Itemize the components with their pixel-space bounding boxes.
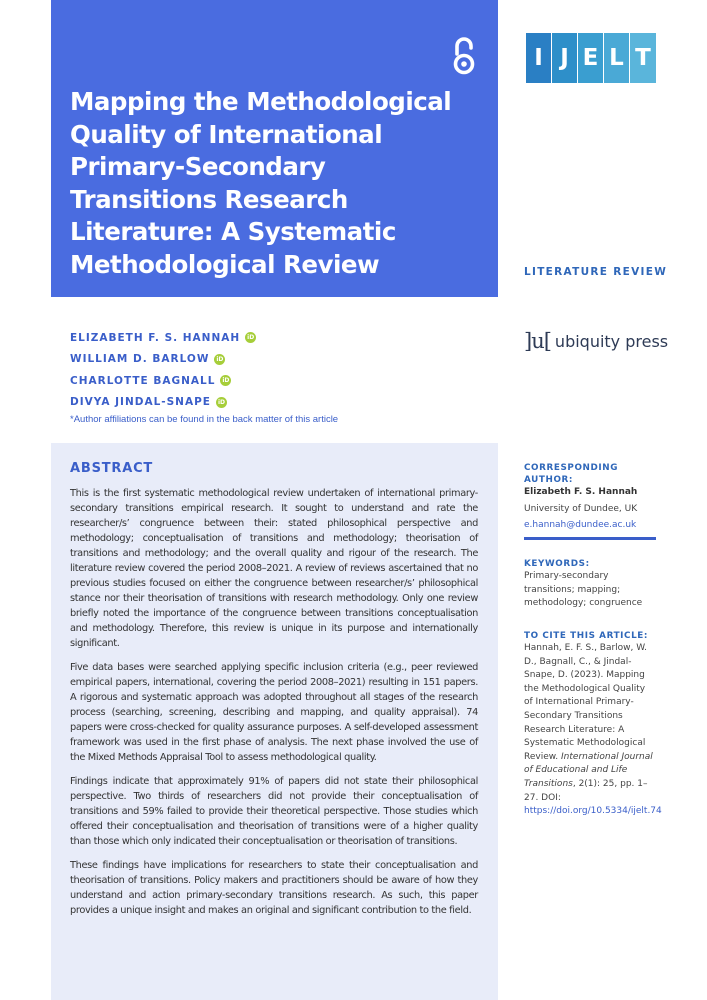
author-item bbox=[70, 327, 256, 349]
citation-text bbox=[524, 642, 662, 819]
author-name[interactable]: ELIZABETH F. S. HANNAH bbox=[70, 331, 241, 344]
orcid-icon[interactable]: iD bbox=[217, 398, 225, 406]
author-name[interactable]: WILLIAM D. BARLOW bbox=[70, 353, 210, 366]
title-banner bbox=[51, 0, 498, 297]
publisher-name: ubiquity press bbox=[554, 331, 669, 351]
logo-letter: E bbox=[578, 33, 604, 83]
author-name[interactable]: CHARLOTTE BAGNALL bbox=[70, 374, 216, 387]
article-title bbox=[70, 86, 480, 281]
logo-letter: I bbox=[526, 33, 552, 83]
logo-letter: T bbox=[630, 33, 656, 83]
affiliation-note: *Author affiliations can be found in the back matter of this article bbox=[70, 414, 339, 425]
citation-block bbox=[524, 630, 662, 819]
corresponding-author-name: Elizabeth F. S. Hannah bbox=[524, 487, 638, 497]
corresponding-author-block bbox=[524, 462, 656, 533]
abstract-body bbox=[70, 486, 478, 927]
keywords-block bbox=[524, 558, 656, 611]
title-line: Literature: A Systematic bbox=[70, 217, 396, 246]
citation-details: , 2(1): 25, pp. 1–27. DOI: bbox=[524, 778, 648, 803]
abstract-paragraph: These findings have implications for researchers to state their conceptualisation and theorisation of transitions. Policy makers and practitioners should be aware of how they understand and action primary-secondary transitions research. As such, this paper provides a unique insight and makes an original and significant contribution to the field. bbox=[70, 860, 478, 916]
citation-heading: TO CITE THIS ARTICLE: bbox=[524, 631, 649, 641]
logo-letter: L bbox=[604, 33, 630, 83]
author-item bbox=[70, 370, 256, 392]
citation-reference: Hannah, E. F. S., Barlow, W. D., Bagnall, C., & Jindal-Snape, D. (2023). Mapping the Methodological Quality of International Primary-Secondary Transitions Research Literature: A Systematic Methodological Review. bbox=[524, 643, 647, 762]
publisher-mark: ]u[ bbox=[524, 329, 551, 353]
keywords-heading: KEYWORDS: bbox=[524, 559, 590, 569]
open-access-lock-icon bbox=[453, 36, 475, 76]
citation-doi-link[interactable]: https://doi.org/10.5334/ijelt.74 bbox=[524, 806, 662, 817]
article-type-label: LITERATURE REVIEW bbox=[524, 266, 668, 278]
author-item bbox=[70, 392, 256, 414]
abstract-heading: ABSTRACT bbox=[70, 461, 154, 476]
orcid-icon[interactable]: iD bbox=[247, 334, 255, 342]
title-line: Methodological Review bbox=[70, 249, 380, 279]
author-item bbox=[70, 349, 256, 371]
title-line: Quality of International bbox=[70, 119, 383, 149]
journal-logo bbox=[526, 33, 656, 83]
orcid-icon[interactable]: iD bbox=[216, 355, 224, 363]
abstract-paragraph: This is the first systematic methodological review undertaken of international primary-secondary transitions empirical research. It sought to understand and rate the researcher/s’ congruence between their: stated philosophical perspective and methodology; conceptualisation of transitions and methodology; theorisation of transitions and methodology; and the overall quality and rigour of the research. The literature review covered the period 2008–2021. A review of reviews ascertained that no previous studies focused on either the congruence between researcher/s’ philosophical stance nor their theorisation of transitions with research methodology. Only one review briefly noted the importance of the congruence between transitions conceptualisation and methodology. Therefore, this review is unique in its purpose and internationally significant. bbox=[70, 488, 478, 649]
title-line: Mapping the Methodological bbox=[70, 87, 452, 116]
citation-journal: International Journal of Educational and Life Transitions bbox=[524, 751, 653, 789]
abstract-section bbox=[51, 443, 498, 1000]
orcid-icon[interactable]: iD bbox=[222, 377, 230, 385]
sidebar-divider bbox=[524, 537, 656, 540]
corresponding-author-affiliation: University of Dundee, UK bbox=[524, 503, 638, 514]
keywords-text: Primary-secondary transitions; mapping; methodology; congruence bbox=[524, 571, 643, 609]
title-line: Primary-Secondary bbox=[70, 152, 326, 181]
corresponding-author-heading: CORRESPONDING AUTHOR: bbox=[524, 463, 619, 485]
corresponding-author-email[interactable]: e.hannah@dundee.ac.uk bbox=[524, 520, 637, 531]
title-line: Transitions Research bbox=[70, 184, 348, 214]
author-list bbox=[70, 327, 256, 413]
abstract-paragraph: Findings indicate that approximately 91% of papers did not state their philosophical perspective. Two thirds of researchers did not provide their conceptualisation of transitions and 59% failed to provide their theoretical perspective. Those studies which offered their conceptualisation and theorisation of transitions were of a higher quality than those which only indicated their conceptualisation or theorisation of transitions. bbox=[70, 776, 478, 847]
logo-letter: J bbox=[552, 33, 578, 83]
abstract-paragraph: Five data bases were searched applying specific inclusion criteria (e.g., peer reviewed empirical papers, international, covering the period 2008–2021) resulting in 151 papers. A rigorous and systematic approach was adopted throughout all stages of the research process (searching, screening, describing and mapping, and quality appraisal). 74 papers were cross-checked for quality assurance purposes. A self-developed assessment framework was used in the first phase of analysis. The next phase involved the use of the Mixed Methods Appraisal Tool to assess methodological quality. bbox=[70, 662, 478, 763]
publisher-logo bbox=[524, 328, 668, 354]
author-name[interactable]: DIVYA JINDAL-SNAPE bbox=[70, 396, 211, 409]
